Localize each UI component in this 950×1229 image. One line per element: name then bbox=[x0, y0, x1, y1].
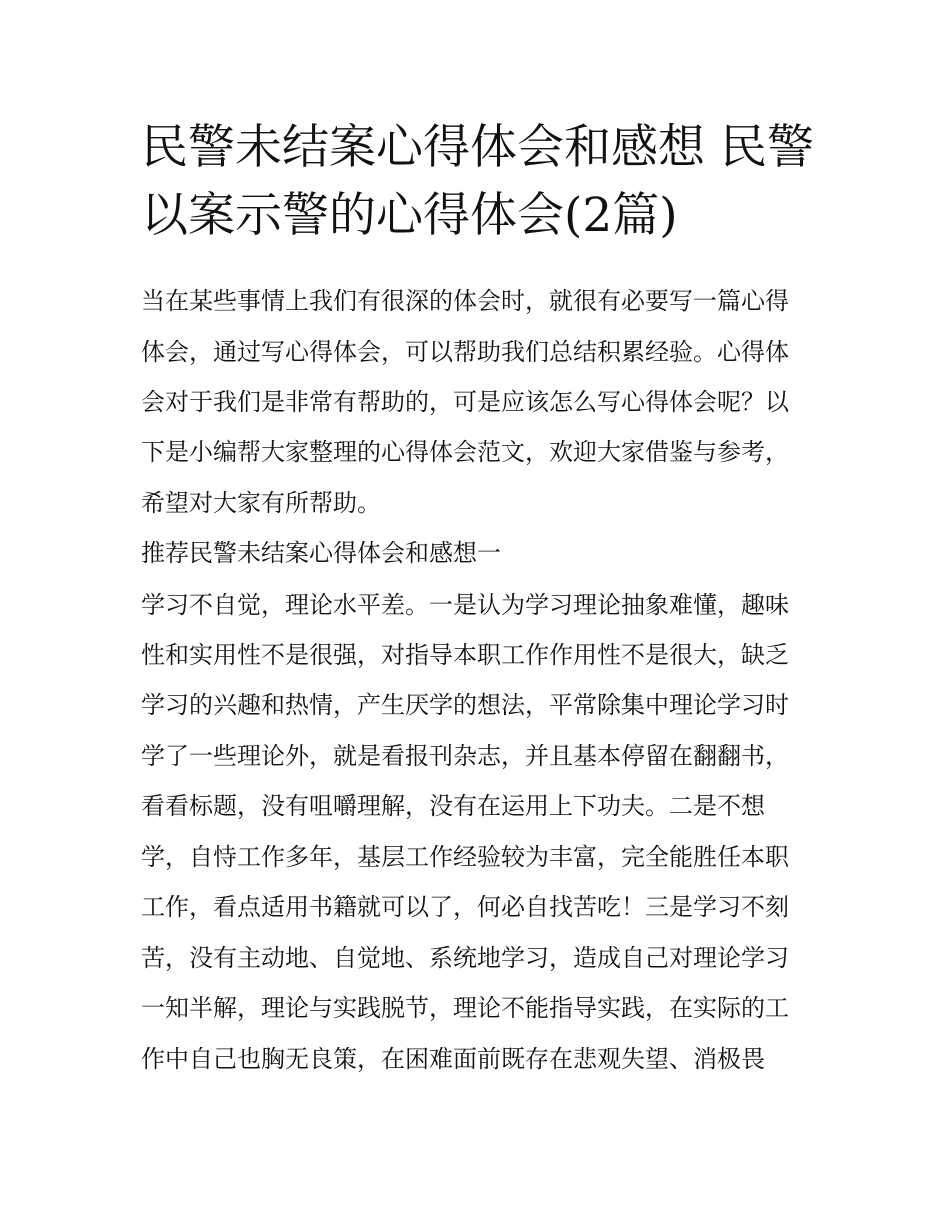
body-line: 工作，看点适用书籍就可以了，何必自找苦吃！三是学习不刻 bbox=[141, 893, 789, 921]
body-line: 学习的兴趣和热情，产生厌学的想法，平常除集中理论学习时 bbox=[141, 691, 789, 719]
document-title: 民警未结案心得体会和感想 民警以案示警的心得体会(2篇) bbox=[141, 120, 814, 243]
intro-line: 会对于我们是非常有帮助的，可是应该怎么写心得体会呢？以 bbox=[141, 388, 789, 416]
intro-line: 体会，通过写心得体会，可以帮助我们总结积累经验。心得体 bbox=[141, 338, 789, 366]
body-line: 一知半解，理论与实践脱节，理论不能指导实践，在实际的工 bbox=[141, 994, 789, 1022]
body-line: 学了一些理论外，就是看报刊杂志，并且基本停留在翻翻书， bbox=[141, 742, 789, 770]
intro-line: 希望对大家有所帮助。 bbox=[141, 489, 381, 517]
body-line: 苦，没有主动地、自觉地、系统地学习，造成自己对理论学习 bbox=[141, 944, 789, 972]
body-line: 作中自己也胸无良策，在困难面前既存在悲观失望、消极畏 bbox=[141, 1045, 765, 1073]
intro-line: 下是小编帮大家整理的心得体会范文，欢迎大家借鉴与参考， bbox=[141, 438, 789, 466]
intro-line: 当在某些事情上我们有很深的体会时，就很有必要写一篇心得 bbox=[141, 287, 789, 315]
section-heading: 推荐民警未结案心得体会和感想一 bbox=[141, 539, 501, 567]
body-line: 性和实用性不是很强，对指导本职工作作用性不是很大，缺乏 bbox=[141, 641, 789, 669]
body-line: 学习不自觉，理论水平差。一是认为学习理论抽象难懂，趣味 bbox=[141, 591, 789, 619]
body-line: 看看标题，没有咀嚼理解，没有在运用上下功夫。二是不想 bbox=[141, 792, 765, 820]
body-line: 学，自恃工作多年，基层工作经验较为丰富，完全能胜任本职 bbox=[141, 843, 789, 871]
